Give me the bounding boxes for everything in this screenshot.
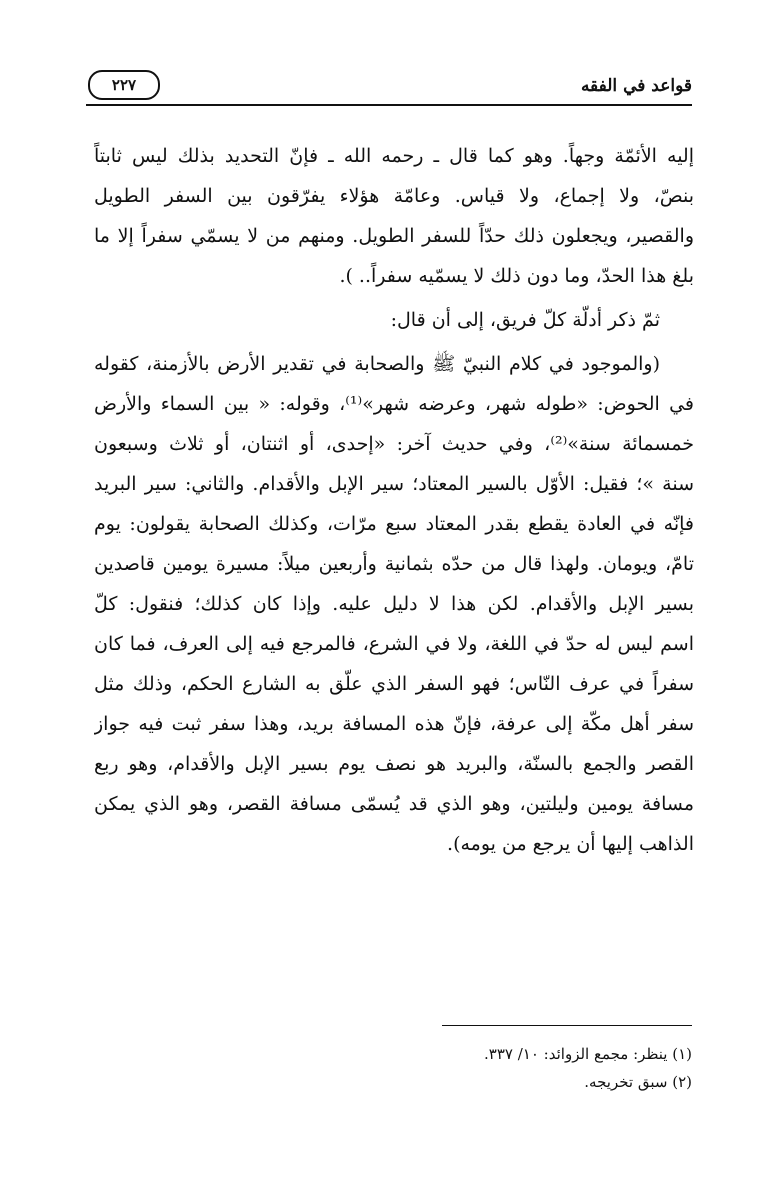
text-line: بلغ هذا الحدّ، وما دون ذلك لا يسمّيه سفراً.. ). <box>339 265 694 287</box>
footnote: (١) ينظر: مجمع الزوائد: ١٠/ ٣٣٧. <box>484 1045 692 1063</box>
text-line: خمسمائة سنة»⁽²⁾، وفي حديث آخر: «إحدى، أو اثنتان، أو ثلاث وسبعون <box>94 433 694 455</box>
text-line: والقصير، ويجعلون ذلك حدّاً للسفر الطويل. ومنهم من لا يسمّي سفراً إلا ما <box>94 225 694 247</box>
footnote-separator <box>442 1025 692 1026</box>
text-line: فإنّه في العادة يقطع بقدر المعتاد سبع مرّات، وكذلك الصحابة يقولون: يوم <box>94 513 694 535</box>
text-line: بنصّ، ولا إجماع، ولا قياس. وعامّة هؤلاء يفرّقون بين السفر الطويل <box>94 185 694 207</box>
text-line: القصر والجمع بالسنّة، والبريد هو نصف يوم بسير الإبل والأقدام، وهو ربع <box>94 753 694 775</box>
running-title: قواعد في الفقه <box>580 76 692 96</box>
text-line: الذاهب إليها أن يرجع من يومه). <box>447 833 694 855</box>
text-line: بسير الإبل والأقدام. لكن هذا لا دليل عليه. وإذا كان كذلك؛ فنقول: كلّ <box>94 593 694 615</box>
text-line: إليه الأئمّة وجهاً. وهو كما قال ـ رحمه الله ـ فإنّ التحديد بذلك ليس ثابتاً <box>94 145 694 167</box>
page-header <box>86 70 692 106</box>
header-rule <box>86 104 692 106</box>
text-line: ثمّ ذكر أدلّة كلّ فريق، إلى أن قال: <box>390 309 660 331</box>
body-text <box>94 136 694 864</box>
page-number: ٢٢٧ <box>88 70 160 100</box>
text-line: تامّ، ويومان. ولهذا قال من حدّه بثمانية وأربعين ميلاً: مسيرة يومين قاصدين <box>94 553 694 575</box>
text-line: مسافة يومين وليلتين، وهو الذي قد يُسمّى مسافة القصر، وهو الذي يمكن <box>94 793 694 815</box>
footnote: (٢) سبق تخريجه. <box>584 1073 692 1091</box>
text-line: سنة »؛ فقيل: الأوّل بالسير المعتاد؛ سير الإبل والأقدام. والثاني: سير البريد <box>94 473 694 495</box>
text-line: (والموجود في كلام النبيّ ﷺ والصحابة في تقدير الأرض بالأزمنة، كقوله <box>94 353 660 375</box>
text-line: سفر أهل مكّة إلى عرفة، فإنّ هذه المسافة بريد، وهذا سفر ثبت فيه جواز <box>94 713 694 735</box>
text-line: في الحوض: «طوله شهر، وعرضه شهر»⁽¹⁾، وقوله: « بين السماء والأرض <box>94 393 694 415</box>
text-line: اسم ليس له حدّ في اللغة، ولا في الشرع، فالمرجع فيه إلى العرف، فما كان <box>94 633 694 655</box>
footnotes <box>300 1040 692 1096</box>
text-line: سفراً في عرف النّاس؛ فهو السفر الذي علّق به الشارع الحكم، وذلك مثل <box>94 673 694 695</box>
